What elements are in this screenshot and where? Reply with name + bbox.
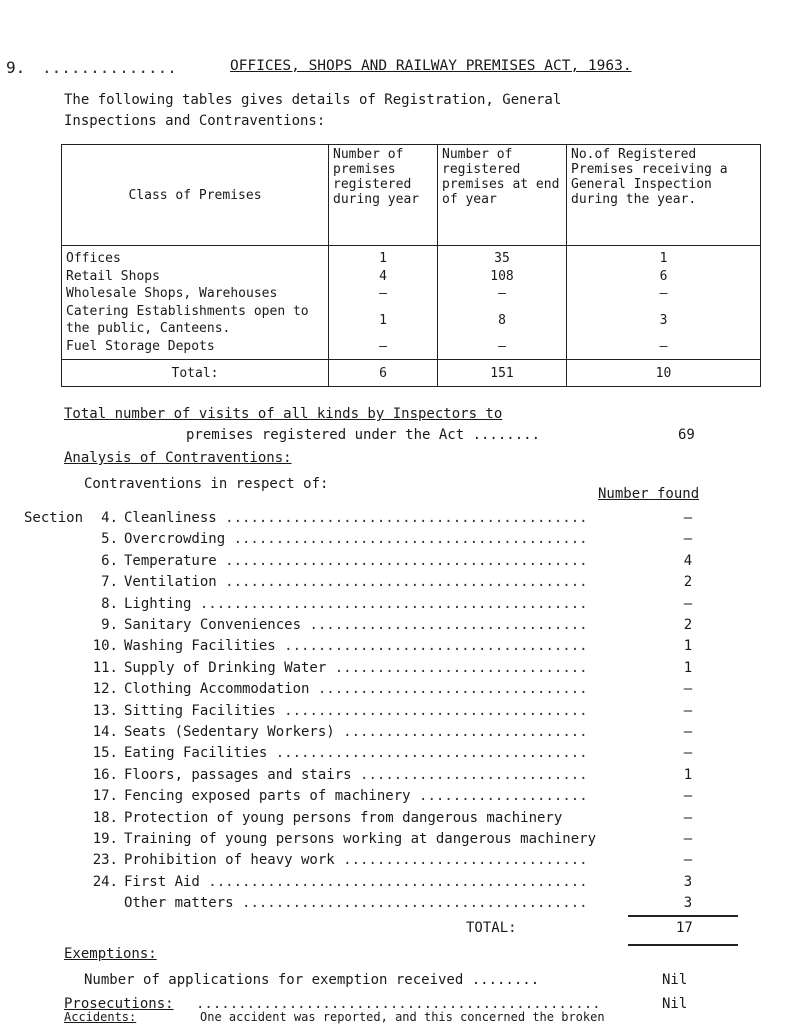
contravention-label: Lighting [124, 595, 192, 612]
header-leader: .............. [42, 58, 177, 77]
table-header-row [62, 145, 761, 246]
value-cell: – [659, 286, 668, 301]
contravention-label: Clothing Accommodation [124, 681, 310, 698]
contravention-row [0, 660, 800, 680]
contravention-label: Eating Facilities [124, 745, 268, 762]
value-cell: – [498, 338, 506, 354]
section-number-cell: 24. [92, 873, 118, 890]
class-cell: Offices [66, 251, 121, 266]
contravention-label: Other matters [124, 895, 234, 912]
section-number-cell: 16. [92, 766, 118, 783]
dot-leader: .............................................. [199, 595, 588, 612]
value-cell: – [379, 286, 387, 301]
accidents-line-1: One accident was reported, and this concerned the broken [200, 1010, 605, 1024]
prosecutions-title: Prosecutions: [64, 996, 174, 1012]
contravention-value: 1 [683, 659, 693, 676]
inspection-column [567, 246, 761, 360]
value-cell: – [498, 286, 506, 301]
contravention-label: Temperature [124, 552, 217, 569]
contravention-label: Floors, passages and stairs [124, 766, 352, 783]
table-body-row [62, 246, 761, 360]
value-cell: 35 [494, 251, 510, 266]
accidents-heading: Accidents: [64, 1010, 137, 1024]
contravention-value: – [683, 745, 693, 762]
contravention-value: 3 [683, 873, 693, 890]
contravention-value: 4 [683, 552, 693, 569]
value-cell: 1 [379, 312, 387, 328]
dot-leader: ............................. [343, 724, 588, 740]
contravention-label: Supply of Drinking Water [124, 659, 327, 676]
dot-leader: .................... [419, 788, 588, 805]
contravention-value: – [683, 702, 693, 719]
visits-heading: Total number of visits of all kinds by Inspectors to [64, 406, 503, 422]
header-class-of-premises: Class of Premises [62, 145, 329, 246]
value-cell: – [659, 338, 668, 354]
section-number: 9. [6, 58, 26, 77]
dot-leader: ........................................... [225, 510, 588, 526]
contravention-value: – [683, 852, 693, 869]
dot-leader: ............................. [343, 852, 588, 869]
contravention-value: 2 [683, 574, 693, 591]
exemptions-line: Number of applications for exemption received ........ [84, 972, 540, 988]
section-number-cell: 5. [101, 531, 118, 548]
contravention-label: Sanitary Conveniences [124, 617, 302, 633]
class-cell: Fuel Storage Depots [66, 338, 215, 354]
prosecutions-value: Nil [662, 996, 688, 1012]
visits-line-2: premises registered under the Act ........ [186, 427, 541, 443]
total-inspections: 10 [567, 360, 761, 387]
value-cell: 4 [379, 268, 387, 284]
class-cell: Wholesale Shops, Warehouses [66, 286, 278, 301]
class-cell: Catering Establishments open to the public, Canteens. [66, 303, 309, 336]
contravention-row [0, 553, 800, 573]
contravention-label: Fencing exposed parts of machinery [124, 788, 411, 805]
section-number-cell: 15. [92, 745, 118, 762]
dot-leader: ........................................... [225, 552, 588, 569]
dot-leader: .............................. [334, 659, 588, 676]
contravention-row [0, 574, 800, 594]
contravention-label: Overcrowding [124, 531, 226, 548]
class-column [62, 246, 329, 360]
total-rule-bottom [628, 944, 738, 946]
section-number-cell: 10. [92, 638, 118, 655]
prosecutions-leader: ................................................ [196, 996, 601, 1012]
contravention-row [0, 874, 800, 894]
contravention-value: 3 [683, 895, 693, 912]
visits-value: 69 [678, 427, 695, 443]
contravention-label: First Aid [124, 873, 200, 890]
value-cell: 108 [490, 268, 514, 284]
during-year-column [329, 246, 438, 360]
number-found-heading: Number found [598, 486, 700, 502]
section-number-cell: 4. [101, 510, 118, 526]
analysis-total-value: 17 [676, 920, 693, 936]
intro-line-1: The following tables gives details of Registration, General [64, 92, 562, 108]
contravention-row [0, 510, 800, 530]
value-cell: 1 [659, 251, 668, 266]
end-of-year-column [438, 246, 567, 360]
registration-table [61, 144, 761, 387]
contravention-label: Prohibition of heavy work [124, 852, 335, 869]
section-number-cell: 6. [101, 552, 118, 569]
section-number-cell: 19. [92, 831, 118, 847]
section-number-cell: 7. [101, 574, 118, 591]
class-cell: Retail Shops [66, 268, 160, 284]
contravention-row [0, 724, 800, 744]
contravention-row [0, 531, 800, 551]
contravention-value: – [683, 724, 693, 740]
intro-line-2: Inspections and Contraventions: [64, 113, 326, 129]
contravention-label: Sitting Facilities [124, 702, 276, 719]
contravention-value: – [683, 681, 693, 698]
contravention-label: Washing Facilities [124, 638, 276, 655]
section-label: Section [24, 510, 84, 526]
contravention-row [0, 638, 800, 658]
contravention-row [0, 852, 800, 872]
exemptions-value: Nil [662, 972, 688, 988]
contravention-label: Cleanliness [124, 510, 217, 526]
contravention-label: Seats (Sedentary Workers) [124, 724, 335, 740]
contravention-row [0, 831, 800, 851]
section-number-cell: 23. [92, 852, 118, 869]
dot-leader: .................................... [284, 638, 588, 655]
contravention-label: Ventilation [124, 574, 217, 591]
value-cell: – [379, 338, 387, 354]
contravention-row [0, 703, 800, 723]
visits-line-1 [64, 406, 502, 422]
exemptions-title: Exemptions: [64, 946, 157, 962]
value-cell: 6 [659, 268, 668, 284]
contravention-row [0, 810, 800, 830]
value-cell: 8 [498, 312, 506, 328]
contravention-value: – [683, 831, 693, 847]
contravention-label: Protection of young persons from dangerous machinery [124, 809, 563, 826]
page-title: OFFICES, SHOPS AND RAILWAY PREMISES ACT, 1963. [230, 58, 632, 74]
contravention-value: – [683, 531, 693, 548]
section-number-cell: 13. [92, 702, 118, 719]
dot-leader: ..................................... [275, 745, 588, 762]
analysis-title: Analysis of Contraventions: [64, 450, 292, 466]
header-registered-during-year: Number of premises registered during year [329, 145, 438, 246]
dot-leader: .......................................... [233, 531, 588, 548]
total-label: Total: [62, 360, 329, 387]
contravention-value: 1 [683, 766, 693, 783]
contravention-row [0, 745, 800, 765]
contravention-label: Training of young persons working at dangerous machinery [124, 831, 597, 847]
total-during-year: 6 [329, 360, 438, 387]
value-cell: 3 [659, 312, 668, 328]
dot-leader: ......................................... [242, 895, 588, 912]
section-number-cell: 9. [101, 617, 118, 633]
contravention-row [0, 681, 800, 701]
contravention-row [0, 617, 800, 637]
contravention-row [0, 788, 800, 808]
analysis-subtitle: Contraventions in respect of: [84, 476, 329, 492]
total-end-of-year: 151 [438, 360, 567, 387]
table-total-row [62, 360, 761, 387]
total-rule-top [628, 915, 738, 917]
contravention-value: 1 [683, 638, 693, 655]
header-general-inspection: No.of Registered Premises receiving a General Inspection during the year. [567, 145, 761, 246]
section-number-cell: 18. [92, 809, 118, 826]
section-number-cell: 11. [92, 659, 118, 676]
analysis-total-label: TOTAL: [466, 920, 517, 936]
section-number-cell: 8. [101, 595, 118, 612]
header-registered-end-of-year: Number of registered premises at end of year [438, 145, 567, 246]
contravention-value: – [683, 595, 693, 612]
contravention-row [0, 767, 800, 787]
contravention-row [0, 895, 800, 915]
section-number-cell: 17. [92, 788, 118, 805]
dot-leader: ................................ [317, 681, 588, 698]
dot-leader: ................................. [309, 617, 588, 633]
contravention-row [0, 596, 800, 616]
contravention-value: – [683, 788, 693, 805]
section-number-cell: 12. [92, 681, 118, 698]
dot-leader: ........................................... [225, 574, 588, 591]
dot-leader: .................................... [284, 702, 588, 719]
contravention-value: 2 [683, 617, 693, 633]
dot-leader: ............................................. [208, 873, 588, 890]
value-cell: 1 [379, 251, 387, 266]
contravention-value: – [683, 510, 693, 526]
contravention-value: – [683, 809, 693, 826]
section-number-cell: 14. [92, 724, 118, 740]
dot-leader: ........................... [360, 766, 588, 783]
